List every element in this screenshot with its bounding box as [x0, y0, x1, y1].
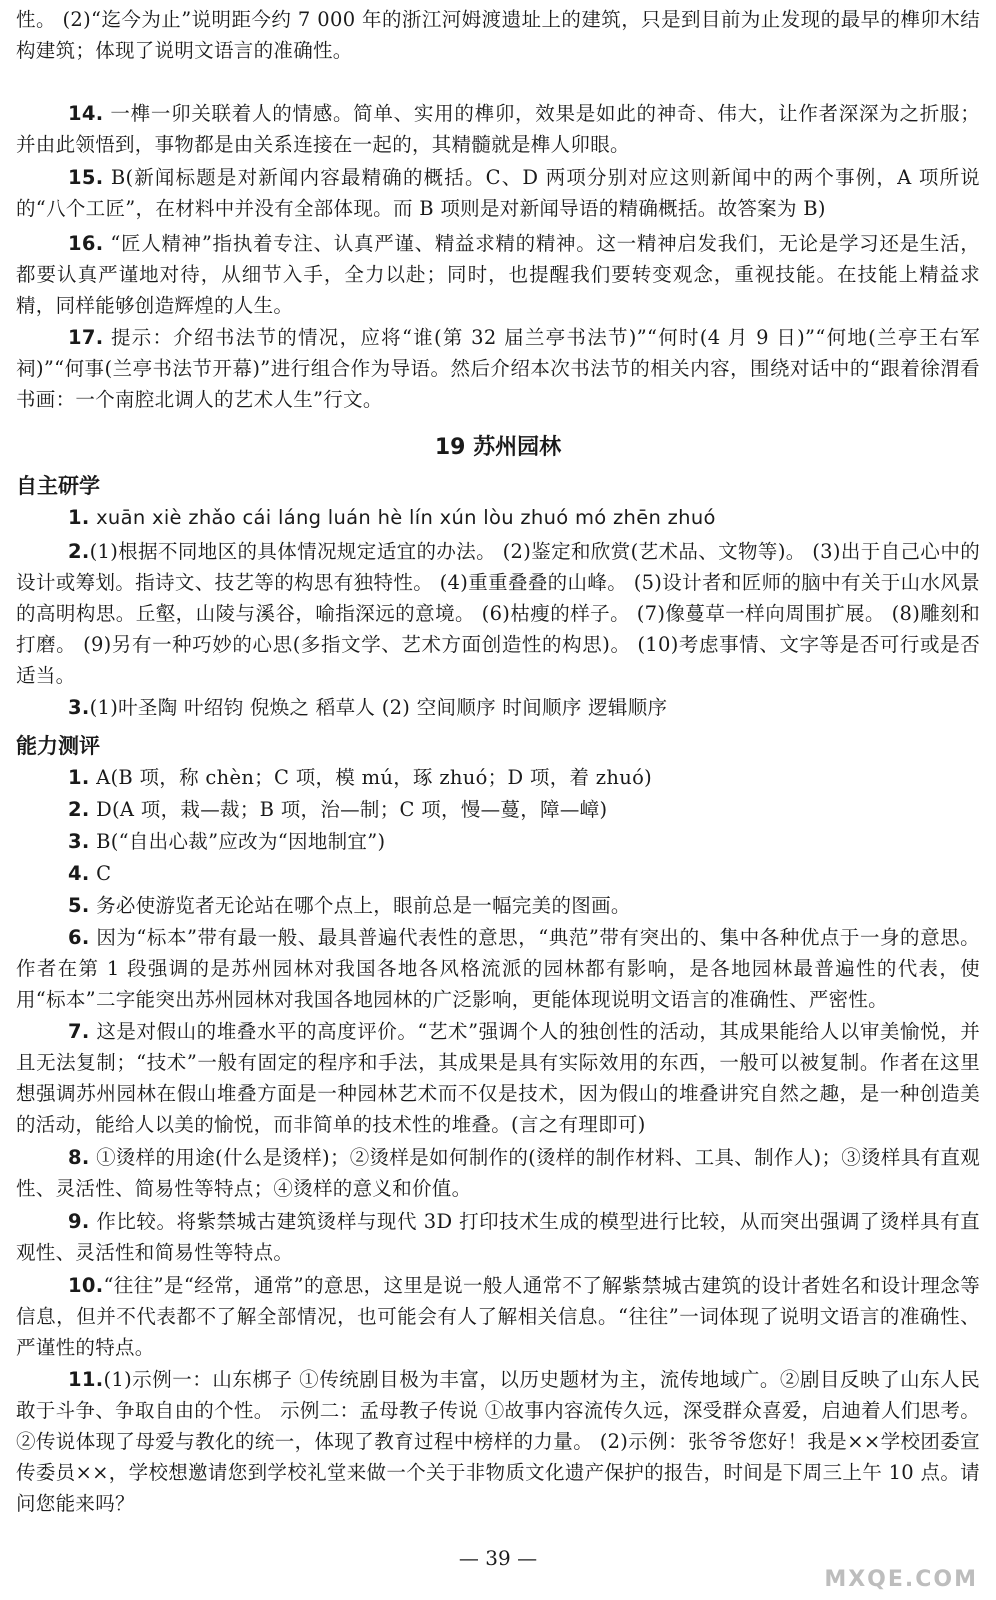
- site-watermark: MXQE.COM: [824, 1567, 978, 1592]
- nengli-8: 8. ①烫样的用途(什么是烫样)；②烫样是如何制作的(烫样的制作材料、工具、制作人)；③烫样具有直观性、灵活性、简易性等特点；④烫样的意义和价值。: [16, 1146, 980, 1200]
- answer-14: 14. 一榫一卯关联着人的情感。简单、实用的榫卯，效果是如此的神奇、伟大，让作者深深为之折服；并由此领悟到，事物都是由关系连接在一起的，其精髓就是榫人卯眼。: [16, 102, 980, 156]
- zizhu-2: 2.(1)根据不同地区的具体情况规定适宜的办法。 (2)鉴定和欣赏(艺术品、文物等)。 (3)出于自己心中的设计或筹划。指诗文、技艺等的构思有独特性。 (4)重重叠叠的山峰。 (5)设计者和匠师的脑中有关于山水风景的高明构思。丘壑，山陵与溪谷，喻指深远的意境。 (6)枯瘦的样子。 (7)像蔓草一样向周围扩展。 (8)雕刻和打磨。 (9)另有一种巧妙的心思(多指文学、艺术方面创造性的构思)。 (10)考虑事情、文字等是否可行或是否适当。: [16, 540, 980, 687]
- section-heading-zizhu: 自主研学: [16, 474, 100, 498]
- nengli-11: 11.(1)示例一：山东梆子 ①传统剧目极为丰富，以历史题材为主，流传地域广。②剧目反映了山东人民敢于斗争、争取自由的个性。 示例二：孟母教子传说 ①故事内容流传久远，深受群众喜爱，启迪着人们思考。②传说体现了母爱与教化的统一，体现了教育过程中榜样的力量。 (2)示例：张爷爷您好！我是××学校团委宣传委员××，学校想邀请您到学校礼堂来做一个关于非物质文化遗产保护的报告，时间是下周三上午 10 点。请问您能来吗？: [16, 1368, 980, 1515]
- para-continuation: 性。 (2)“迄今为止”说明距今约 7 000 年的浙江河姆渡遗址上的建筑，只是到目前为止发现的最早的榫卯木结构建筑；体现了说明文语言的准确性。: [16, 8, 980, 62]
- zizhu-1: 1. xuān xiè zhǎo cái láng luán hè lín xún lòu zhuó mó zhēn zhuó: [68, 506, 716, 529]
- page-number: — 39 —: [458, 1546, 538, 1570]
- answer-15: 15. B(新闻标题是对新闻内容最精确的概括。C、D 两项分别对应这则新闻中的两个事例，A 项所说的“八个工匠”，在材料中并没有全部体现。而 B 项则是对新闻导语的精确概括。故答案为 B): [16, 166, 980, 220]
- nengli-4: 4. C: [68, 862, 112, 885]
- nengli-10: 10.“往往”是“经常，通常”的意思，这里是说一般人通常不了解紫禁城古建筑的设计者姓名和设计理念等信息，但并不代表都不了解全部情况，也可能会有人了解相关信息。“往往”一词体现了说明文语言的准确性、严谨性的特点。: [16, 1274, 980, 1359]
- nengli-5: 5. 务必使游览者无论站在哪个点上，眼前总是一幅完美的图画。: [68, 894, 631, 917]
- nengli-9: 9. 作比较。将紫禁城古建筑烫样与现代 3D 打印技术生成的模型进行比较，从而突出强调了烫样具有直观性、灵活性和简易性等特点。: [16, 1210, 980, 1264]
- lesson-title: 19 苏州园林: [434, 435, 562, 460]
- answer-17: 17. 提示：介绍书法节的情况，应将“谁(第 32 届兰亭书法节)”“何时(4 月 9 日)”“何地(兰亭王右军祠)”“何事(兰亭书法节开幕)”进行组合作为导语。然后介绍本次书法节的相关内容，围绕对话中的“跟着徐渭看书画：一个南腔北调人的艺术人生”行文。: [16, 326, 980, 411]
- answer-16: 16. “匠人精神”指执着专注、认真严谨、精益求精的精神。这一精神启发我们，无论是学习还是生活，都要认真严谨地对待，从细节入手，全力以赴；同时，也提醒我们要转变观念，重视技能。在技能上精益求精，同样能够创造辉煌的人生。: [16, 232, 980, 317]
- zizhu-3: 3.(1)叶圣陶 叶绍钧 倪焕之 稻草人 (2) 空间顺序 时间顺序 逻辑顺序: [68, 696, 668, 719]
- nengli-3: 3. B(“自出心裁”应改为“因地制宜”): [68, 830, 386, 853]
- nengli-1: 1. A(B 项，称 chèn；C 项，模 mú，琢 zhuó；D 项，着 zhuó): [68, 766, 653, 789]
- section-heading-nengli: 能力测评: [16, 734, 100, 758]
- nengli-2: 2. D(A 项，栽—裁；B 项，治—制；C 项，慢—蔓，障—嶂): [68, 798, 608, 821]
- nengli-7: 7. 这是对假山的堆叠水平的高度评价。“艺术”强调个人的独创性的活动，其成果能给人以审美愉悦，并且无法复制；“技术”一般有固定的程序和手法，其成果是具有实际效用的东西，一般可以被复制。作者在这里想强调苏州园林在假山堆叠方面是一种园林艺术而不仅是技术，因为假山的堆叠讲究自然之趣，是一种创造美的活动，能给人以美的愉悦，而非简单的技术性的堆叠。(言之有理即可): [16, 1020, 980, 1136]
- nengli-6: 6. 因为“标本”带有最一般、最具普遍代表性的意思，“典范”带有突出的、集中各种优点于一身的意思。作者在第 1 段强调的是苏州园林对我国各地各风格流派的园林都有影响，是各地园林最普遍性的代表，使用“标本”二字能突出苏州园林对我国各地园林的广泛影响，更能体现说明文语言的准确性、严密性。: [16, 926, 980, 1011]
